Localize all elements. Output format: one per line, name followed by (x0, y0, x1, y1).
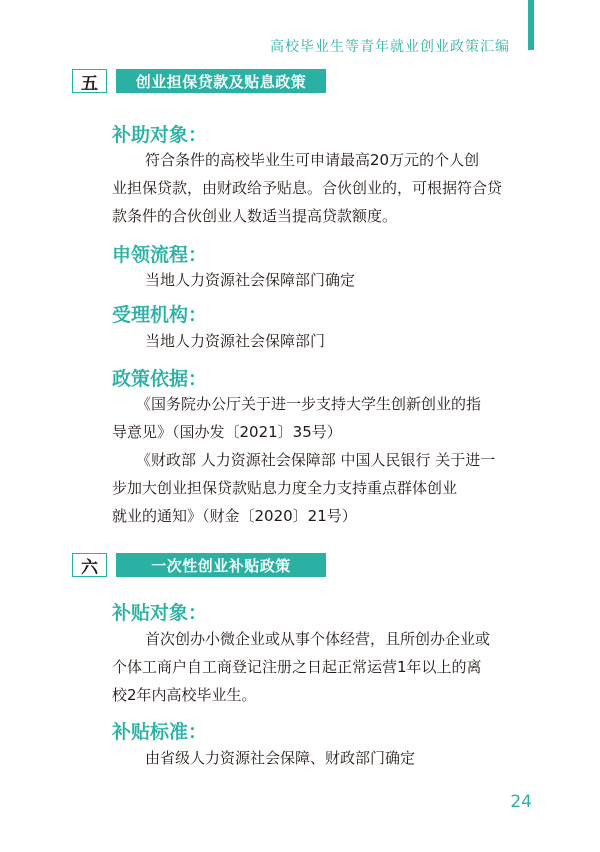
section-5-title: 创业担保贷款及贴息政策 (116, 69, 326, 93)
subsidy-target-label: 补助对象： (112, 124, 208, 146)
handling-agency-label: 受理机构： (112, 304, 208, 326)
section-5-heading (72, 69, 326, 93)
running-header: 高校毕业生等青年就业创业政策汇编 (270, 39, 510, 55)
policy-basis-line: 导意见》（国办发〔2021〕35号） (112, 423, 342, 441)
paragraph-line: 符合条件的高校毕业生可申请最高20万元的个人创 (145, 151, 480, 169)
policy-basis-line: 步加大创业担保贷款贴息力度全力支持重点群体创业 (112, 479, 458, 497)
policy-basis-line: 《国务院办公厅关于进一步支持大学生创新创业的指 (136, 395, 482, 413)
page-number: 24 (510, 792, 532, 812)
paragraph-line: 款条件的合伙创业人数适当提高贷款额度。 (112, 207, 398, 225)
paragraph-line: 校2年内高校毕业生。 (112, 686, 257, 704)
header-accent-bar (528, 0, 534, 50)
application-process-text: 当地人力资源社会保障部门确定 (145, 271, 356, 289)
application-process-label: 申领流程： (112, 244, 208, 266)
policy-basis-label: 政策依据： (112, 368, 208, 390)
handling-agency-text: 当地人力资源社会保障部门 (145, 332, 326, 350)
paragraph-line: 首次创办小微企业或从事个体经营，且所创办企业或 (145, 630, 491, 648)
policy-basis-line: 就业的通知》（财金〔2020〕21号） (112, 507, 357, 525)
section-6-title: 一次性创业补贴政策 (116, 553, 326, 577)
section-6-heading (72, 553, 326, 577)
paragraph-line: 个体工商户自工商登记注册之日起正常运营1年以上的离 (112, 658, 482, 676)
subsidy-standard-text: 由省级人力资源社会保障、财政部门确定 (145, 749, 416, 767)
section-6-number: 六 (72, 553, 107, 577)
policy-basis-line: 《财政部 人力资源社会保障部 中国人民银行 关于进一 (136, 451, 496, 469)
subsidy-standard-label: 补贴标准： (112, 721, 208, 743)
subsidy-recipient-label: 补贴对象： (112, 602, 208, 624)
section-5-number: 五 (72, 69, 107, 93)
paragraph-line: 业担保贷款，由财政给予贴息。合伙创业的，可根据符合贷 (112, 179, 503, 197)
